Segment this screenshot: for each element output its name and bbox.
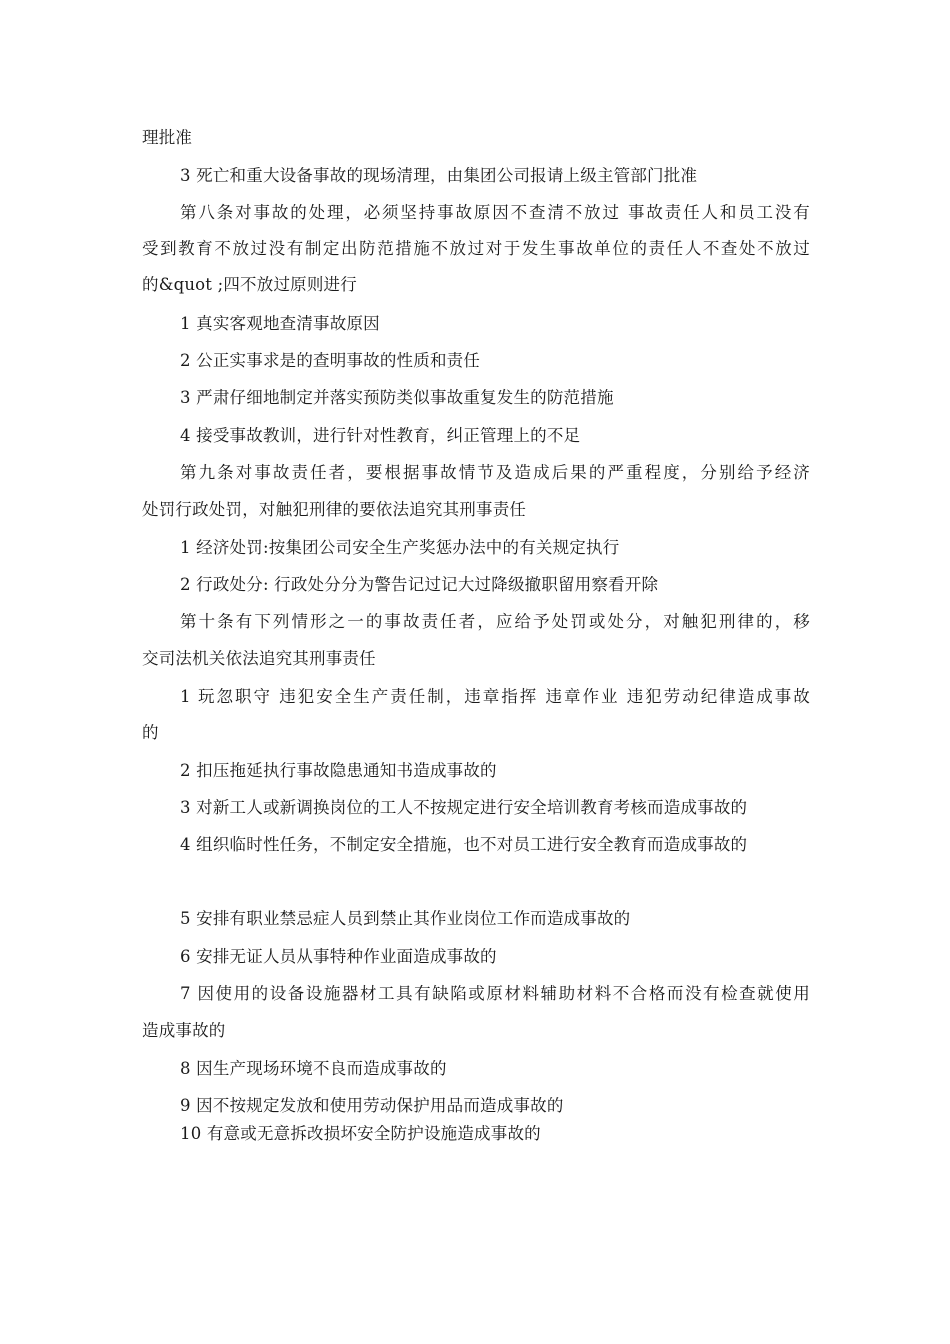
text-line-16: 1 玩忽职守 违犯安全生产责任制，违章指挥 违章作业 违犯劳动纪律造成事故 bbox=[180, 687, 810, 706]
text-line-27: 10 有意或无意拆改损坏安全防护设施造成事故的 bbox=[180, 1124, 541, 1143]
text-line-21: 5 安排有职业禁忌症人员到禁止其作业岗位工作而造成事故的 bbox=[180, 909, 631, 928]
text-line-1: 理批准 bbox=[142, 128, 193, 147]
text-line-6: 1 真实客观地查清事故原因 bbox=[180, 314, 380, 333]
text-line-26: 9 因不按规定发放和使用劳动保护用品而造成事故的 bbox=[180, 1096, 564, 1115]
text-line-9: 4 接受事故教训，进行针对性教育，纠正管理上的不足 bbox=[180, 426, 581, 445]
text-line-11: 处罚行政处罚，对触犯刑律的要依法追究其刑事责任 bbox=[142, 500, 527, 519]
text-line-14: 第十条有下列情形之一的事故责任者，应给予处罚或处分，对触犯刑律的，移 bbox=[180, 612, 810, 631]
text-line-19: 3 对新工人或新调换岗位的工人不按规定进行安全培训教育考核而造成事故的 bbox=[180, 798, 748, 817]
text-line-20: 4 组织临时性任务，不制定安全措施，也不对员工进行安全教育而造成事故的 bbox=[180, 835, 748, 854]
text-line-5: 的&quot ;四不放过原则进行 bbox=[142, 275, 357, 294]
text-line-25: 8 因生产现场环境不良而造成事故的 bbox=[180, 1059, 447, 1078]
text-line-12: 1 经济处罚:按集团公司安全生产奖惩办法中的有关规定执行 bbox=[180, 538, 620, 557]
text-line-13: 2 行政处分: 行政处分分为警告记过记大过降级撤职留用察看开除 bbox=[180, 575, 659, 594]
text-line-7: 2 公正实事求是的查明事故的性质和责任 bbox=[180, 351, 481, 370]
text-line-2: 3 死亡和重大设备事故的现场清理，由集团公司报请上级主管部门批准 bbox=[180, 166, 698, 185]
text-line-17: 的 bbox=[142, 723, 159, 742]
text-line-23: 7 因使用的设备设施器材工具有缺陷或原材料辅助材料不合格而没有检查就使用 bbox=[180, 984, 810, 1003]
text-line-4: 受到教育不放过没有制定出防范措施不放过对于发生事故单位的责任人不查处不放过 bbox=[142, 239, 810, 258]
text-line-22: 6 安排无证人员从事特种作业面造成事故的 bbox=[180, 947, 497, 966]
text-line-18: 2 扣压拖延执行事故隐患通知书造成事故的 bbox=[180, 761, 497, 780]
text-line-3: 第八条对事故的处理，必须坚持事故原因不查清不放过 事故责任人和员工没有 bbox=[180, 203, 810, 222]
text-line-10: 第九条对事故责任者，要根据事故情节及造成后果的严重程度，分别给予经济 bbox=[180, 463, 810, 482]
text-line-24: 造成事故的 bbox=[142, 1021, 226, 1040]
text-line-8: 3 严肃仔细地制定并落实预防类似事故重复发生的防范措施 bbox=[180, 388, 614, 407]
text-line-15: 交司法机关依法追究其刑事责任 bbox=[142, 649, 376, 668]
